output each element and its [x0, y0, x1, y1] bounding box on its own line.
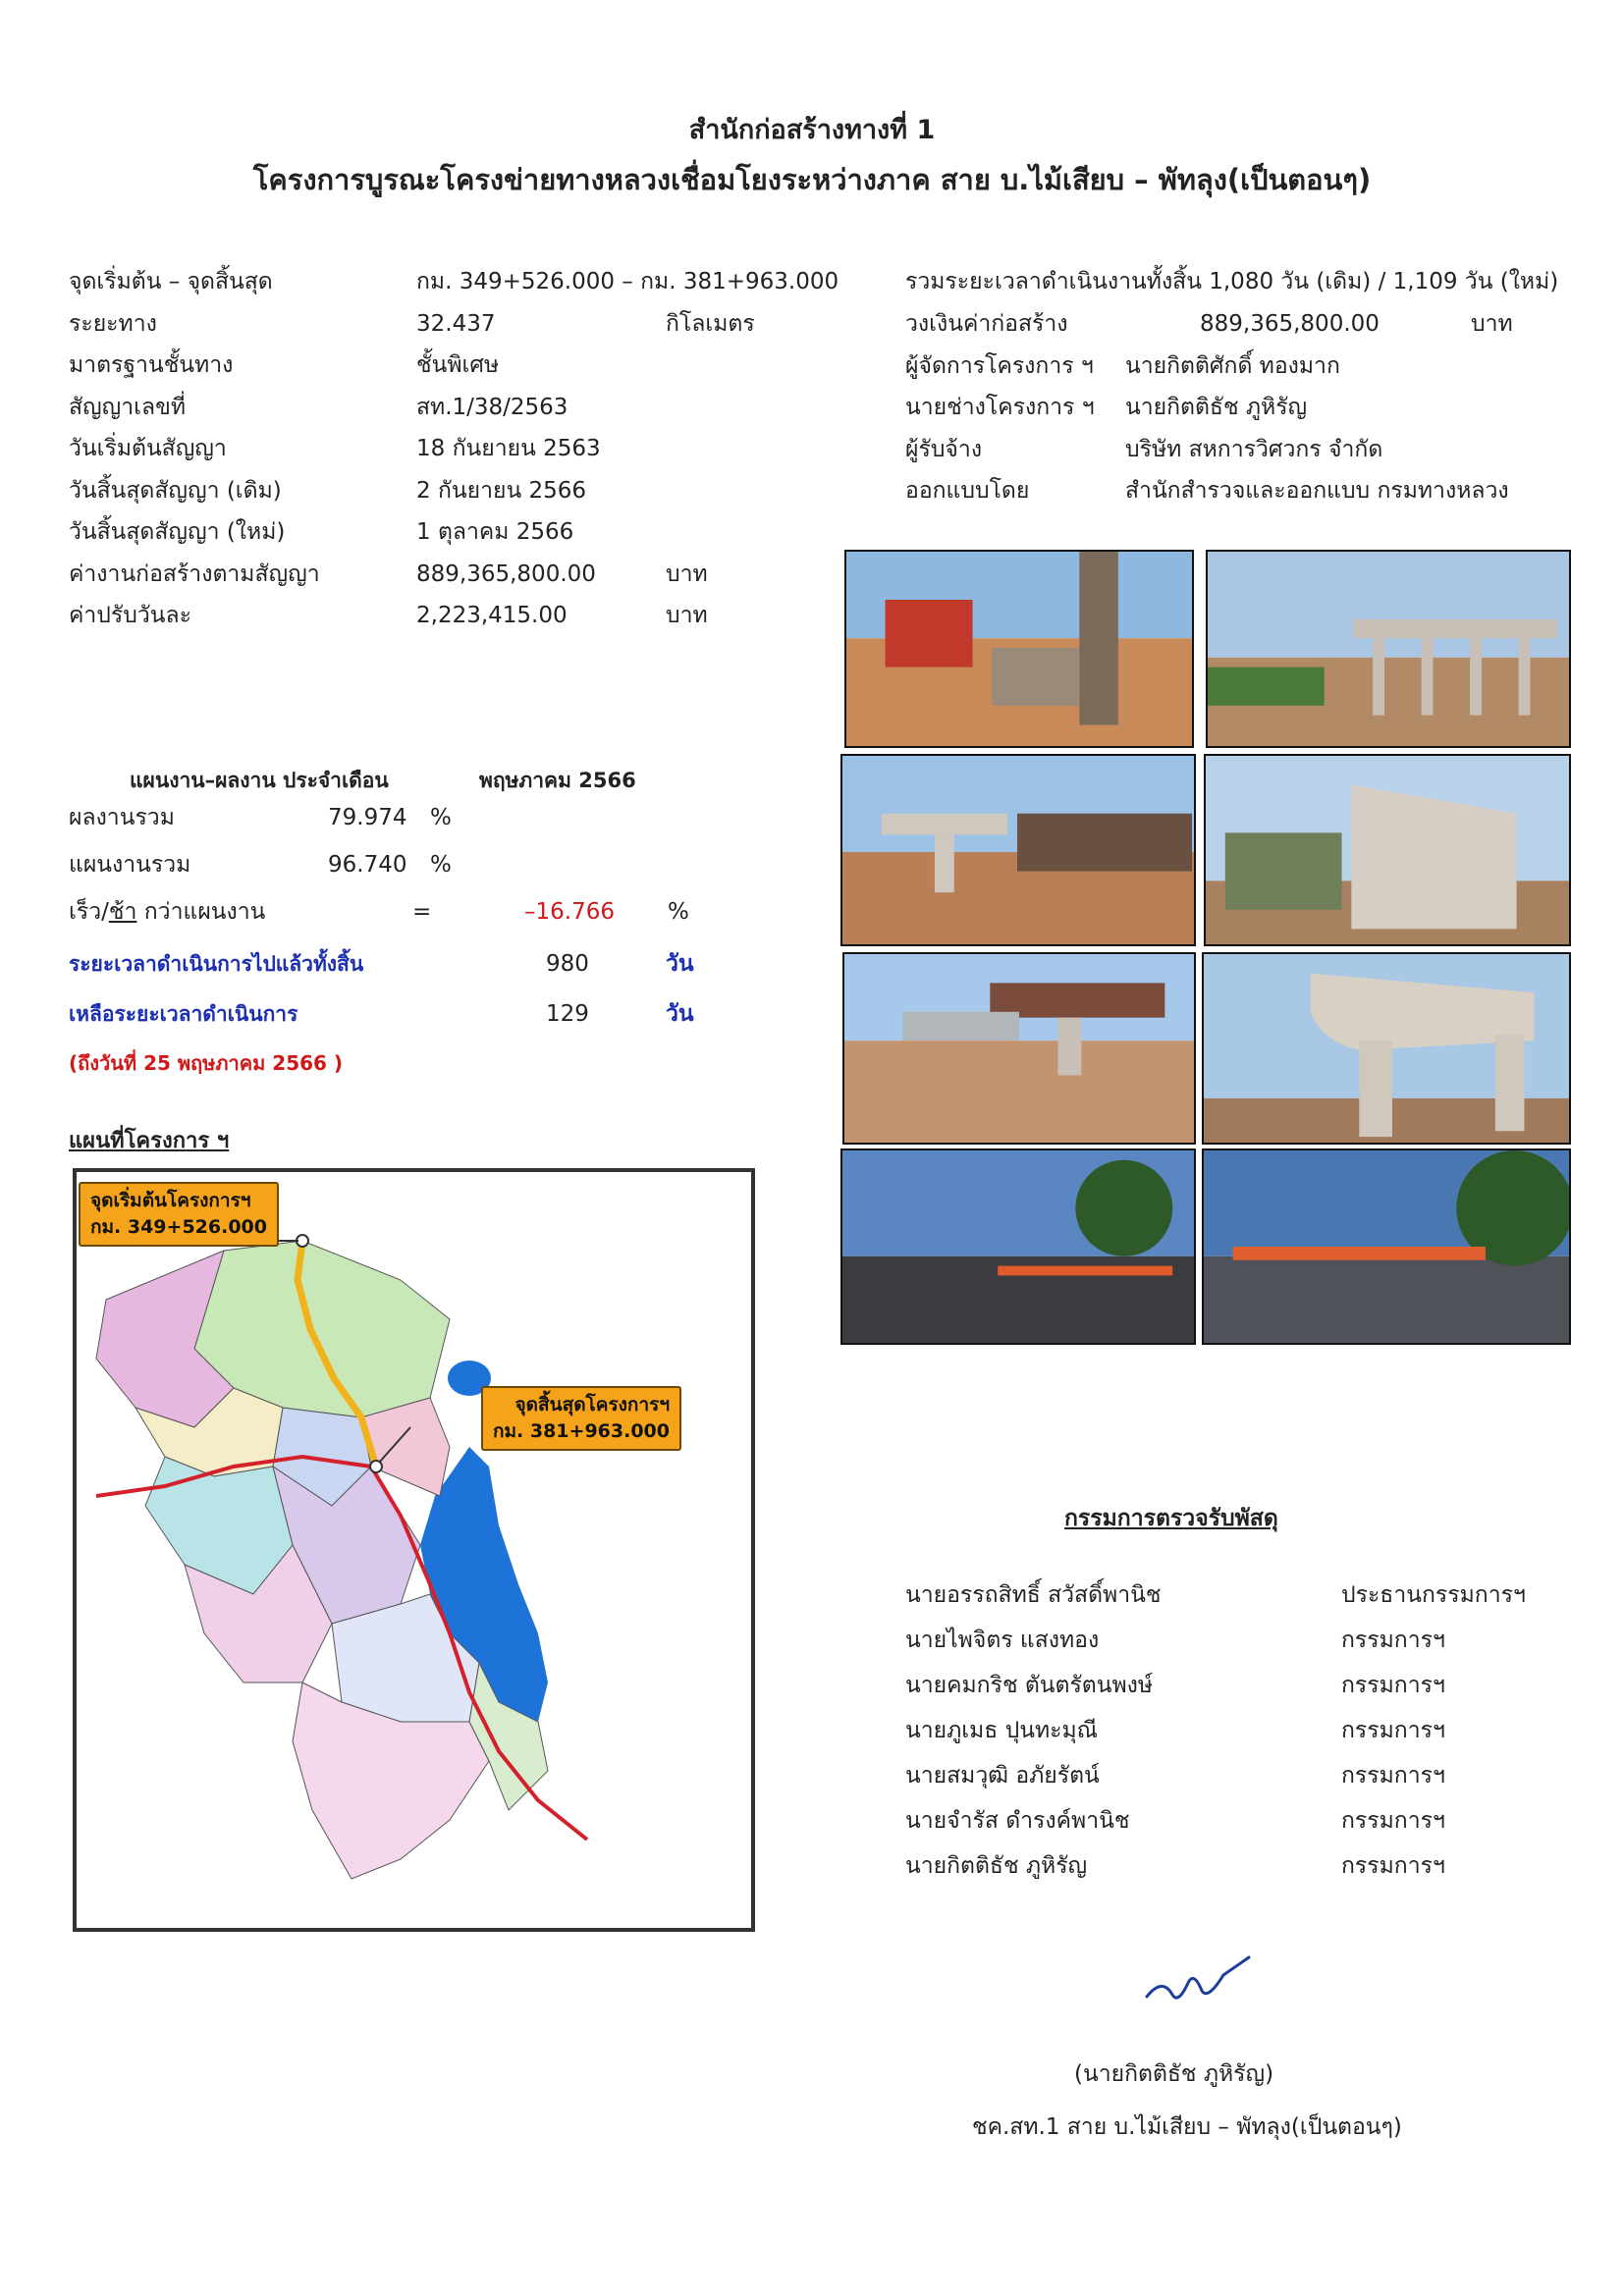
info-value: ชั้นพิเศษ: [416, 352, 500, 378]
site-photo: [1202, 1148, 1571, 1345]
actual-pct: %: [430, 805, 452, 830]
remain-value: 129: [546, 1001, 589, 1027]
actual-value: 79.974: [328, 805, 407, 830]
committee-member-role: กรรมการฯ: [1341, 1763, 1445, 1789]
info-label: ผู้จัดการโครงการ ฯ: [905, 352, 1094, 379]
plan-value: 96.740: [328, 852, 407, 878]
info-value: 32.437: [416, 310, 496, 337]
info-label: วันสิ้นสุดสัญญา (ใหม่): [69, 519, 286, 545]
progress-title: แผนงาน–ผลงาน ประจำเดือน: [130, 769, 389, 792]
plan-label: แผนงานรวม: [69, 852, 191, 878]
diff-value: –16.766: [524, 899, 615, 925]
info-label: ระยะทาง: [69, 310, 157, 337]
start-callout: [79, 1182, 279, 1247]
signer-name: (นายกิตติธัช ภูหิรัญ): [1074, 2061, 1274, 2087]
diff-pct: %: [668, 899, 689, 925]
end-callout: [481, 1386, 681, 1451]
committee-member-role: กรรมการฯ: [1341, 1853, 1445, 1879]
committee-member-name: นายจำรัส ดำรงค์พานิช: [905, 1808, 1130, 1834]
committee-member-name: นายภูเมธ ปุนทะมุณี: [905, 1718, 1098, 1743]
info-value: นายกิตติธัช ภูหิรัญ: [1125, 395, 1308, 420]
info-label: ผู้รับจ้าง: [905, 436, 983, 462]
info-label: จุดเริ่มต้น – จุดสิ้นสุด: [69, 269, 273, 294]
info-label: วันเริ่มต้นสัญญา: [69, 436, 227, 461]
info-value: สำนักสำรวจและออกแบบ กรมทางหลวง: [1125, 478, 1509, 504]
info-label: นายช่างโครงการ ฯ: [905, 395, 1095, 420]
info-label: วงเงินค่าก่อสร้าง: [905, 311, 1068, 337]
start-callout-title: จุดเริ่มต้นโครงการฯ: [90, 1190, 251, 1211]
remain-label: เหลือระยะเวลาดำเนินการ: [69, 1002, 298, 1026]
info-unit: บาท: [666, 561, 708, 587]
actual-label: ผลงานรวม: [69, 805, 175, 830]
diff-label-slow: ช้า: [108, 899, 137, 925]
info-label: ค่าปรับวันละ: [69, 603, 191, 628]
signer-position: ชค.สท.1 สาย บ.ไม้เสียบ – พัทลุง(เป็นตอนๆ): [972, 2114, 1402, 2140]
info-value: 18 กันยายน 2563: [416, 436, 601, 461]
info-label: ค่างานก่อสร้างตามสัญญา: [69, 561, 320, 587]
info-label: ออกแบบโดย: [905, 478, 1030, 504]
info-unit: บาท: [666, 603, 708, 628]
committee-member-role: กรรมการฯ: [1341, 1673, 1445, 1698]
duration-line: รวมระยะเวลาดำเนินงานทั้งสิ้น 1,080 วัน (เดิม) / 1,109 วัน (ใหม่): [905, 269, 1559, 294]
diff-label-rest: กว่าแผนงาน: [136, 899, 266, 925]
site-photo: [1206, 550, 1571, 748]
info-value: กม. 349+526.000 – กม. 381+963.000: [416, 269, 839, 294]
info-value: บริษัท สหการวิศวกร จำกัด: [1125, 436, 1383, 462]
site-photo: [1204, 754, 1571, 946]
office-title: สำนักก่อสร้างทางที่ 1: [688, 115, 936, 145]
map-title: แผนที่โครงการ ฯ: [69, 1129, 230, 1153]
info-value: 889,365,800.00: [1200, 311, 1380, 337]
site-photo: [842, 952, 1196, 1145]
plan-pct: %: [430, 852, 452, 878]
committee-title: กรรมการตรวจรับพัสดุ: [1064, 1506, 1278, 1531]
committee-member-role: กรรมการฯ: [1341, 1808, 1445, 1834]
committee-member-name: นายสมวุฒิ อภัยรัตน์: [905, 1763, 1100, 1789]
elapsed-unit: วัน: [666, 951, 694, 977]
committee-member-role: กรรมการฯ: [1341, 1628, 1445, 1653]
info-label: สัญญาเลขที่: [69, 394, 186, 420]
as-of-date: (ถึงวันที่ 25 พฤษภาคม 2566 ): [69, 1051, 344, 1075]
committee-member-name: นายกิตติธัช ภูหิรัญ: [905, 1853, 1088, 1879]
end-callout-km: กม. 381+963.000: [493, 1420, 670, 1442]
info-value: 2 กันยายน 2566: [416, 477, 587, 504]
info-label: มาตรฐานชั้นทาง: [69, 352, 234, 378]
committee-member-name: นายคมกริช ตันตรัตนพงษ์: [905, 1673, 1154, 1698]
start-callout-km: กม. 349+526.000: [90, 1216, 267, 1238]
committee-member-role: กรรมการฯ: [1341, 1718, 1445, 1743]
end-callout-title: จุดสิ้นสุดโครงการฯ: [514, 1394, 670, 1415]
info-value: 2,223,415.00: [416, 603, 568, 628]
project-title: โครงการบูรณะโครงข่ายทางหลวงเชื่อมโยงระหว่างภาค สาย บ.ไม้เสียบ – พัทลุง(เป็นตอนๆ): [252, 163, 1372, 196]
remain-unit: วัน: [666, 1001, 694, 1027]
site-photo: [1202, 952, 1571, 1145]
info-unit: กิโลเมตร: [666, 310, 755, 337]
province-map-svg: [77, 1172, 751, 1928]
diff-label: [69, 897, 265, 927]
info-value: สท.1/38/2563: [416, 394, 568, 420]
info-unit: บาท: [1471, 311, 1513, 337]
elapsed-value: 980: [546, 951, 589, 977]
diff-label-fast: เร็ว/: [69, 899, 109, 925]
committee-member-role: ประธานกรรมการฯ: [1341, 1582, 1526, 1608]
project-map: [73, 1168, 755, 1932]
elapsed-label: ระยะเวลาดำเนินการไปแล้วทั้งสิ้น: [69, 952, 364, 976]
signature-image: [1139, 1953, 1257, 2012]
info-label: วันสิ้นสุดสัญญา (เดิม): [69, 477, 282, 504]
info-value: นายกิตติศักดิ์ ทองมาก: [1125, 352, 1340, 379]
info-value: 1 ตุลาคม 2566: [416, 519, 574, 545]
committee-member-name: นายไพจิตร แสงทอง: [905, 1628, 1100, 1653]
committee-member-name: นายอรรถสิทธิ์ สวัสดิ์พานิช: [905, 1582, 1162, 1608]
diff-equals: =: [412, 899, 432, 925]
site-photo: [840, 754, 1196, 946]
info-value: 889,365,800.00: [416, 561, 596, 587]
progress-month: พฤษภาคม 2566: [479, 769, 636, 792]
site-photo: [844, 550, 1194, 748]
site-photo: [840, 1148, 1196, 1345]
